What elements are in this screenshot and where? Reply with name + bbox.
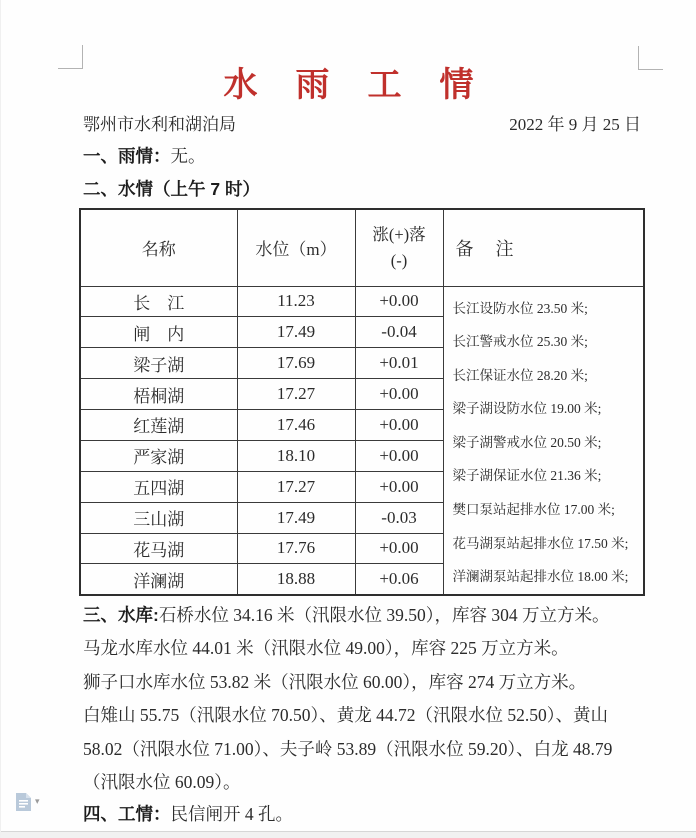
reservoir-line: （汛限水位 60.09）。	[83, 771, 241, 792]
remarks-cell	[443, 286, 644, 595]
water-level: 17.27	[237, 471, 355, 502]
section-rain	[83, 143, 206, 168]
water-level: 17.27	[237, 379, 355, 410]
remark-line: 长江警戒水位 25.30 米;	[452, 334, 588, 350]
station-name: 梧桐湖	[80, 379, 237, 410]
water-level: 18.10	[237, 440, 355, 471]
chevron-down-icon: ▾	[35, 796, 40, 807]
remark-line: 长江设防水位 23.50 米;	[452, 300, 588, 316]
paste-options-button[interactable]	[15, 790, 57, 814]
water-level: 17.76	[237, 533, 355, 564]
header-change-line1: 涨(+)落	[372, 225, 426, 245]
water-level: 17.49	[237, 502, 355, 533]
document-title: 水雨工情	[223, 67, 512, 104]
level-change: +0.00	[355, 286, 443, 317]
header-change-line2: (-)	[390, 250, 408, 270]
table-row	[80, 286, 644, 317]
water-level: 11.23	[237, 286, 355, 317]
header-remark: 备 注	[443, 209, 644, 286]
station-name: 严家湖	[80, 440, 237, 471]
station-name: 闸 内	[80, 317, 237, 348]
paste-options-icon	[15, 792, 32, 812]
water-level: 18.88	[237, 564, 355, 595]
agency-name: 鄂州市水利和湖泊局	[83, 115, 236, 134]
table-header-row	[80, 209, 644, 286]
reservoir-line	[83, 599, 612, 632]
remark-line: 樊口泵站起排水位 17.00 米;	[452, 502, 615, 518]
section-works-label: 四、工情：	[83, 804, 171, 824]
reservoir-line: 白雉山 55.75（汛限水位 70.50）、黄龙 44.72（汛限水位 52.50）、黄山	[83, 705, 608, 726]
section-reservoir-label: 三、水库:	[83, 605, 159, 625]
water-level-table	[79, 208, 645, 596]
remark-line: 梁子湖设防水位 19.00 米;	[452, 401, 602, 417]
station-name: 五四湖	[80, 471, 237, 502]
station-name: 洋澜湖	[80, 564, 237, 595]
page-bottom-edge	[1, 831, 696, 838]
station-name: 三山湖	[80, 502, 237, 533]
level-change: +0.01	[355, 348, 443, 379]
water-level: 17.46	[237, 410, 355, 441]
station-name: 红莲湖	[80, 410, 237, 441]
section-rain-content: 无。	[170, 146, 206, 166]
water-level: 17.49	[237, 317, 355, 348]
station-name: 花马湖	[80, 533, 237, 564]
header-level: 水位（m）	[237, 209, 355, 286]
reservoir-intro: 石桥水位 34.16 米（汛限水位 39.50），库容 304 万立方米。	[158, 605, 610, 625]
remark-line: 长江保证水位 28.20 米;	[452, 367, 588, 383]
level-change: +0.06	[355, 564, 443, 595]
section-water	[83, 176, 260, 201]
water-level: 17.69	[237, 348, 355, 379]
remark-line: 梁子湖保证水位 21.36 米;	[452, 468, 602, 484]
section-works	[83, 801, 293, 826]
remark-line: 花马湖泵站起排水位 17.50 米;	[452, 535, 629, 551]
section-rain-label: 一、雨情：	[83, 146, 171, 166]
remark-line: 梁子湖警戒水位 20.50 米;	[452, 434, 602, 450]
section-reservoir	[83, 599, 612, 799]
header-change	[355, 209, 443, 286]
level-change: +0.00	[355, 410, 443, 441]
level-change: +0.00	[355, 471, 443, 502]
reservoir-line: 58.02（汛限水位 71.00）、夫子岭 53.89（汛限水位 59.20）、白龙 48.79	[83, 738, 613, 759]
level-change: +0.00	[355, 379, 443, 410]
byline-row	[83, 110, 641, 135]
station-name: 长 江	[80, 286, 237, 317]
reservoir-line: 狮子口水库水位 53.82 米（汛限水位 60.00），库容 274 万立方米。	[83, 671, 587, 692]
level-change: -0.03	[355, 502, 443, 533]
report-date: 2022 年 9 月 25 日	[509, 115, 641, 134]
header-name: 名称	[80, 209, 237, 286]
level-change: -0.04	[355, 317, 443, 348]
reservoir-line: 马龙水库水位 44.01 米（汛限水位 49.00），库容 225 万立方米。	[83, 638, 569, 659]
section-works-content: 民信闸开 4 孔。	[170, 804, 293, 824]
section-water-label: 二、水情（上午 7 时）	[83, 179, 260, 199]
remark-line: 洋澜湖泵站起排水位 18.00 米;	[452, 569, 629, 585]
level-change: +0.00	[355, 533, 443, 564]
station-name: 梁子湖	[80, 348, 237, 379]
level-change: +0.00	[355, 440, 443, 471]
